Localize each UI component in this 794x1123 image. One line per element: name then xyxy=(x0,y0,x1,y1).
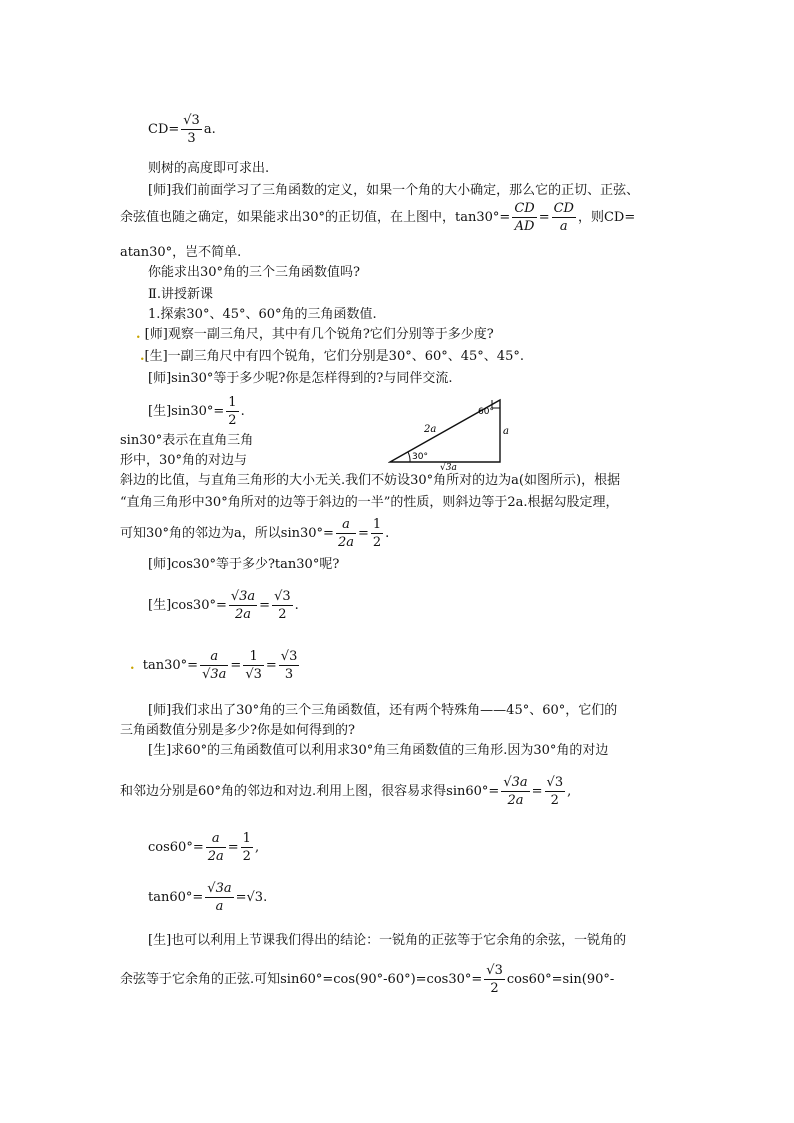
sub-1: 1.探索30°、45°、60°角的三角函数值. xyxy=(148,307,377,322)
numerator: √3 xyxy=(183,113,200,128)
numerator: CD xyxy=(514,201,535,216)
denominator: 3 xyxy=(187,131,196,146)
cos60-line: cos60°= $\frac{a}{2a}$ = $\frac{1}{2}$ , xyxy=(148,831,260,864)
fraction xyxy=(501,774,529,809)
fraction xyxy=(226,394,238,429)
text: [生]sin30°= xyxy=(148,404,225,419)
fraction xyxy=(512,200,536,235)
denominator: 2 xyxy=(550,793,559,808)
numerator: √3 xyxy=(274,589,291,604)
teacher-2 xyxy=(136,326,494,344)
fraction xyxy=(484,962,505,997)
student-1 xyxy=(140,348,524,366)
numerator: CD xyxy=(553,201,574,216)
numerator: √3 xyxy=(280,649,298,664)
cd-result xyxy=(148,112,216,147)
text: CD= xyxy=(148,122,180,137)
student-5b xyxy=(120,962,614,997)
text: 余弦等于它余角的正弦.可知sin60°=cos(90°-60°)=cos30°= xyxy=(120,972,483,987)
denominator: a xyxy=(559,219,568,234)
text: [生]一副三角尺中有四个锐角，它们分别是30°、60°、45°、45°. xyxy=(144,349,524,364)
denominator: √3 xyxy=(245,667,262,682)
text: [生]cos30°= xyxy=(148,598,227,613)
text: tan30°= xyxy=(142,658,199,673)
denominator: 2a xyxy=(337,535,354,550)
text: 和邻边分别是60°角的邻边和对边.利用上图，很容易求得sin60°= xyxy=(120,784,500,799)
text: 可知30°角的邻边为a，所以sin30°= xyxy=(120,526,334,541)
student-2: [生]sin30°= $\frac{1}{2}$ . xyxy=(148,395,245,428)
fraction xyxy=(205,880,233,915)
fraction xyxy=(206,830,226,865)
numerator: √3 xyxy=(486,963,503,978)
fraction xyxy=(279,648,300,683)
angle-60-label: 60° xyxy=(478,407,494,417)
fraction xyxy=(241,830,253,865)
numerator: √3a xyxy=(207,881,232,896)
numerator: √3 xyxy=(546,775,564,790)
text: tan60°= xyxy=(148,890,204,905)
numerator: √3a xyxy=(230,589,256,604)
sin-expl-2: 形中，30°角的对边与 xyxy=(120,453,248,468)
bullet-dot: . xyxy=(140,349,145,364)
angle-arc xyxy=(408,452,410,462)
numerator: a xyxy=(206,830,226,848)
numerator: 1 xyxy=(242,831,251,846)
denominator: 2 xyxy=(278,607,287,622)
denominator: AD xyxy=(514,219,535,234)
student-4a: [生]求60°的三角函数值可以利用求30°角三角函数值的三角形.因为30°角的对边 xyxy=(148,743,609,758)
teacher-3: [师]sin30°等于多少呢?你是怎样得到的?与同伴交流. xyxy=(148,371,453,386)
tan60-line: tan60°= $\frac{√3a}{a}$ =√3. xyxy=(148,881,268,914)
student-5a: [生]也可以利用上节课我们得出的结论：一锐角的正弦等于它余角的余弦，一锐角的 xyxy=(148,933,627,948)
text: [师]观察一副三角尺，其中有几个锐角?它们分别等于多少度? xyxy=(144,327,494,342)
teacher-4: [师]cos30°等于多少?tan30°呢? xyxy=(148,557,340,572)
teacher-1a: [师]我们前面学习了三角函数的定义，如果一个角的大小确定，那么它的正切、正弦、 xyxy=(148,183,640,198)
denominator: 2 xyxy=(372,535,382,550)
text: 余弦值也随之确定，如果能求出30°的正切值，在上图中，tan30°= xyxy=(120,210,511,225)
angle-30-label: 30° xyxy=(412,452,428,462)
triangle-figure xyxy=(388,396,512,470)
denominator: 2 xyxy=(242,849,251,864)
fraction xyxy=(336,516,356,551)
tan30-line: . tan30°= $\frac{a}{√3a}$ = $\frac{1}{√3}$ = $\frac{√3}{3}$ xyxy=(130,649,298,682)
fraction xyxy=(229,588,257,623)
denominator: 2 xyxy=(490,981,499,996)
adjacent-label: √3a xyxy=(440,463,457,470)
opposite-label: a xyxy=(503,426,509,437)
text: ，则CD= xyxy=(577,210,636,225)
fraction xyxy=(552,200,576,235)
text: cos60°= xyxy=(148,840,204,855)
numerator: 1 xyxy=(372,517,382,532)
bullet-dot: . xyxy=(136,327,141,342)
sin-expl-1: sin30°表示在直角三角 xyxy=(120,433,254,448)
bullet-dot: . xyxy=(130,658,135,673)
text: √3 xyxy=(246,890,264,905)
tree-height: 则树的高度即可求出. xyxy=(148,161,270,176)
teacher-5b: 三角函数值分别是多少?你是如何得到的? xyxy=(120,723,355,738)
text: cos60°=sin(90°- xyxy=(506,972,615,987)
student-4b: 和邻边分别是60°角的邻边和对边.利用上图，很容易求得sin60°= $\frac{√3a}{2a}$ = $\frac{√3}{2}$ , xyxy=(120,775,572,808)
student-3: [生]cos30°= $\frac{√3a}{2a}$ = $\frac{√3}{2}$ . xyxy=(148,589,299,622)
hypotenuse-label: 2a xyxy=(424,424,437,435)
sin-expl-3: 斜边的比值，与直角三角形的大小无关.我们不妨设30°角所对的边为a(如图所示)，根据 xyxy=(120,473,621,488)
fraction xyxy=(181,112,202,147)
fraction xyxy=(200,648,228,683)
question-1: 你能求出30°角的三个三角函数值吗? xyxy=(148,265,361,280)
teacher-5a: [师]我们求出了30°角的三个三角函数值，还有两个特殊角——45°、60°，它们的 xyxy=(148,703,618,718)
fraction xyxy=(243,648,264,683)
denominator: 2a xyxy=(207,849,224,864)
teacher-1d: atan30°，岂不简单. xyxy=(120,245,242,260)
fraction xyxy=(371,516,383,551)
denominator: 2a xyxy=(507,793,524,808)
text: a. xyxy=(203,122,216,137)
sin-expl-5: 可知30°角的邻边为a，所以sin30°= $\frac{a}{2a}$ = $\frac{1}{2}$ . xyxy=(120,517,390,550)
numerator: 1 xyxy=(228,395,237,410)
numerator: a xyxy=(200,648,228,666)
numerator: 1 xyxy=(243,648,264,666)
numerator: a xyxy=(336,516,356,534)
denominator: √3a xyxy=(202,667,227,682)
denominator: a xyxy=(215,899,224,914)
numerator: √3a xyxy=(503,775,528,790)
teacher-1b: 余弦值也随之确定，如果能求出30°的正切值，在上图中，tan30°= $\frac{CD}{AD}$ = $\frac{CD}{a}$ ，则CD= xyxy=(120,201,636,234)
denominator: 2a xyxy=(235,607,252,622)
section-2: Ⅱ.讲授新课 xyxy=(148,287,213,302)
fraction xyxy=(272,588,293,623)
denominator: 3 xyxy=(284,667,294,682)
fraction xyxy=(545,774,566,809)
denominator: 2 xyxy=(228,413,237,428)
sin-expl-4: “直角三角形中30°角所对的边等于斜边的一半”的性质，则斜边等于2a.根据勾股定理， xyxy=(120,495,619,510)
